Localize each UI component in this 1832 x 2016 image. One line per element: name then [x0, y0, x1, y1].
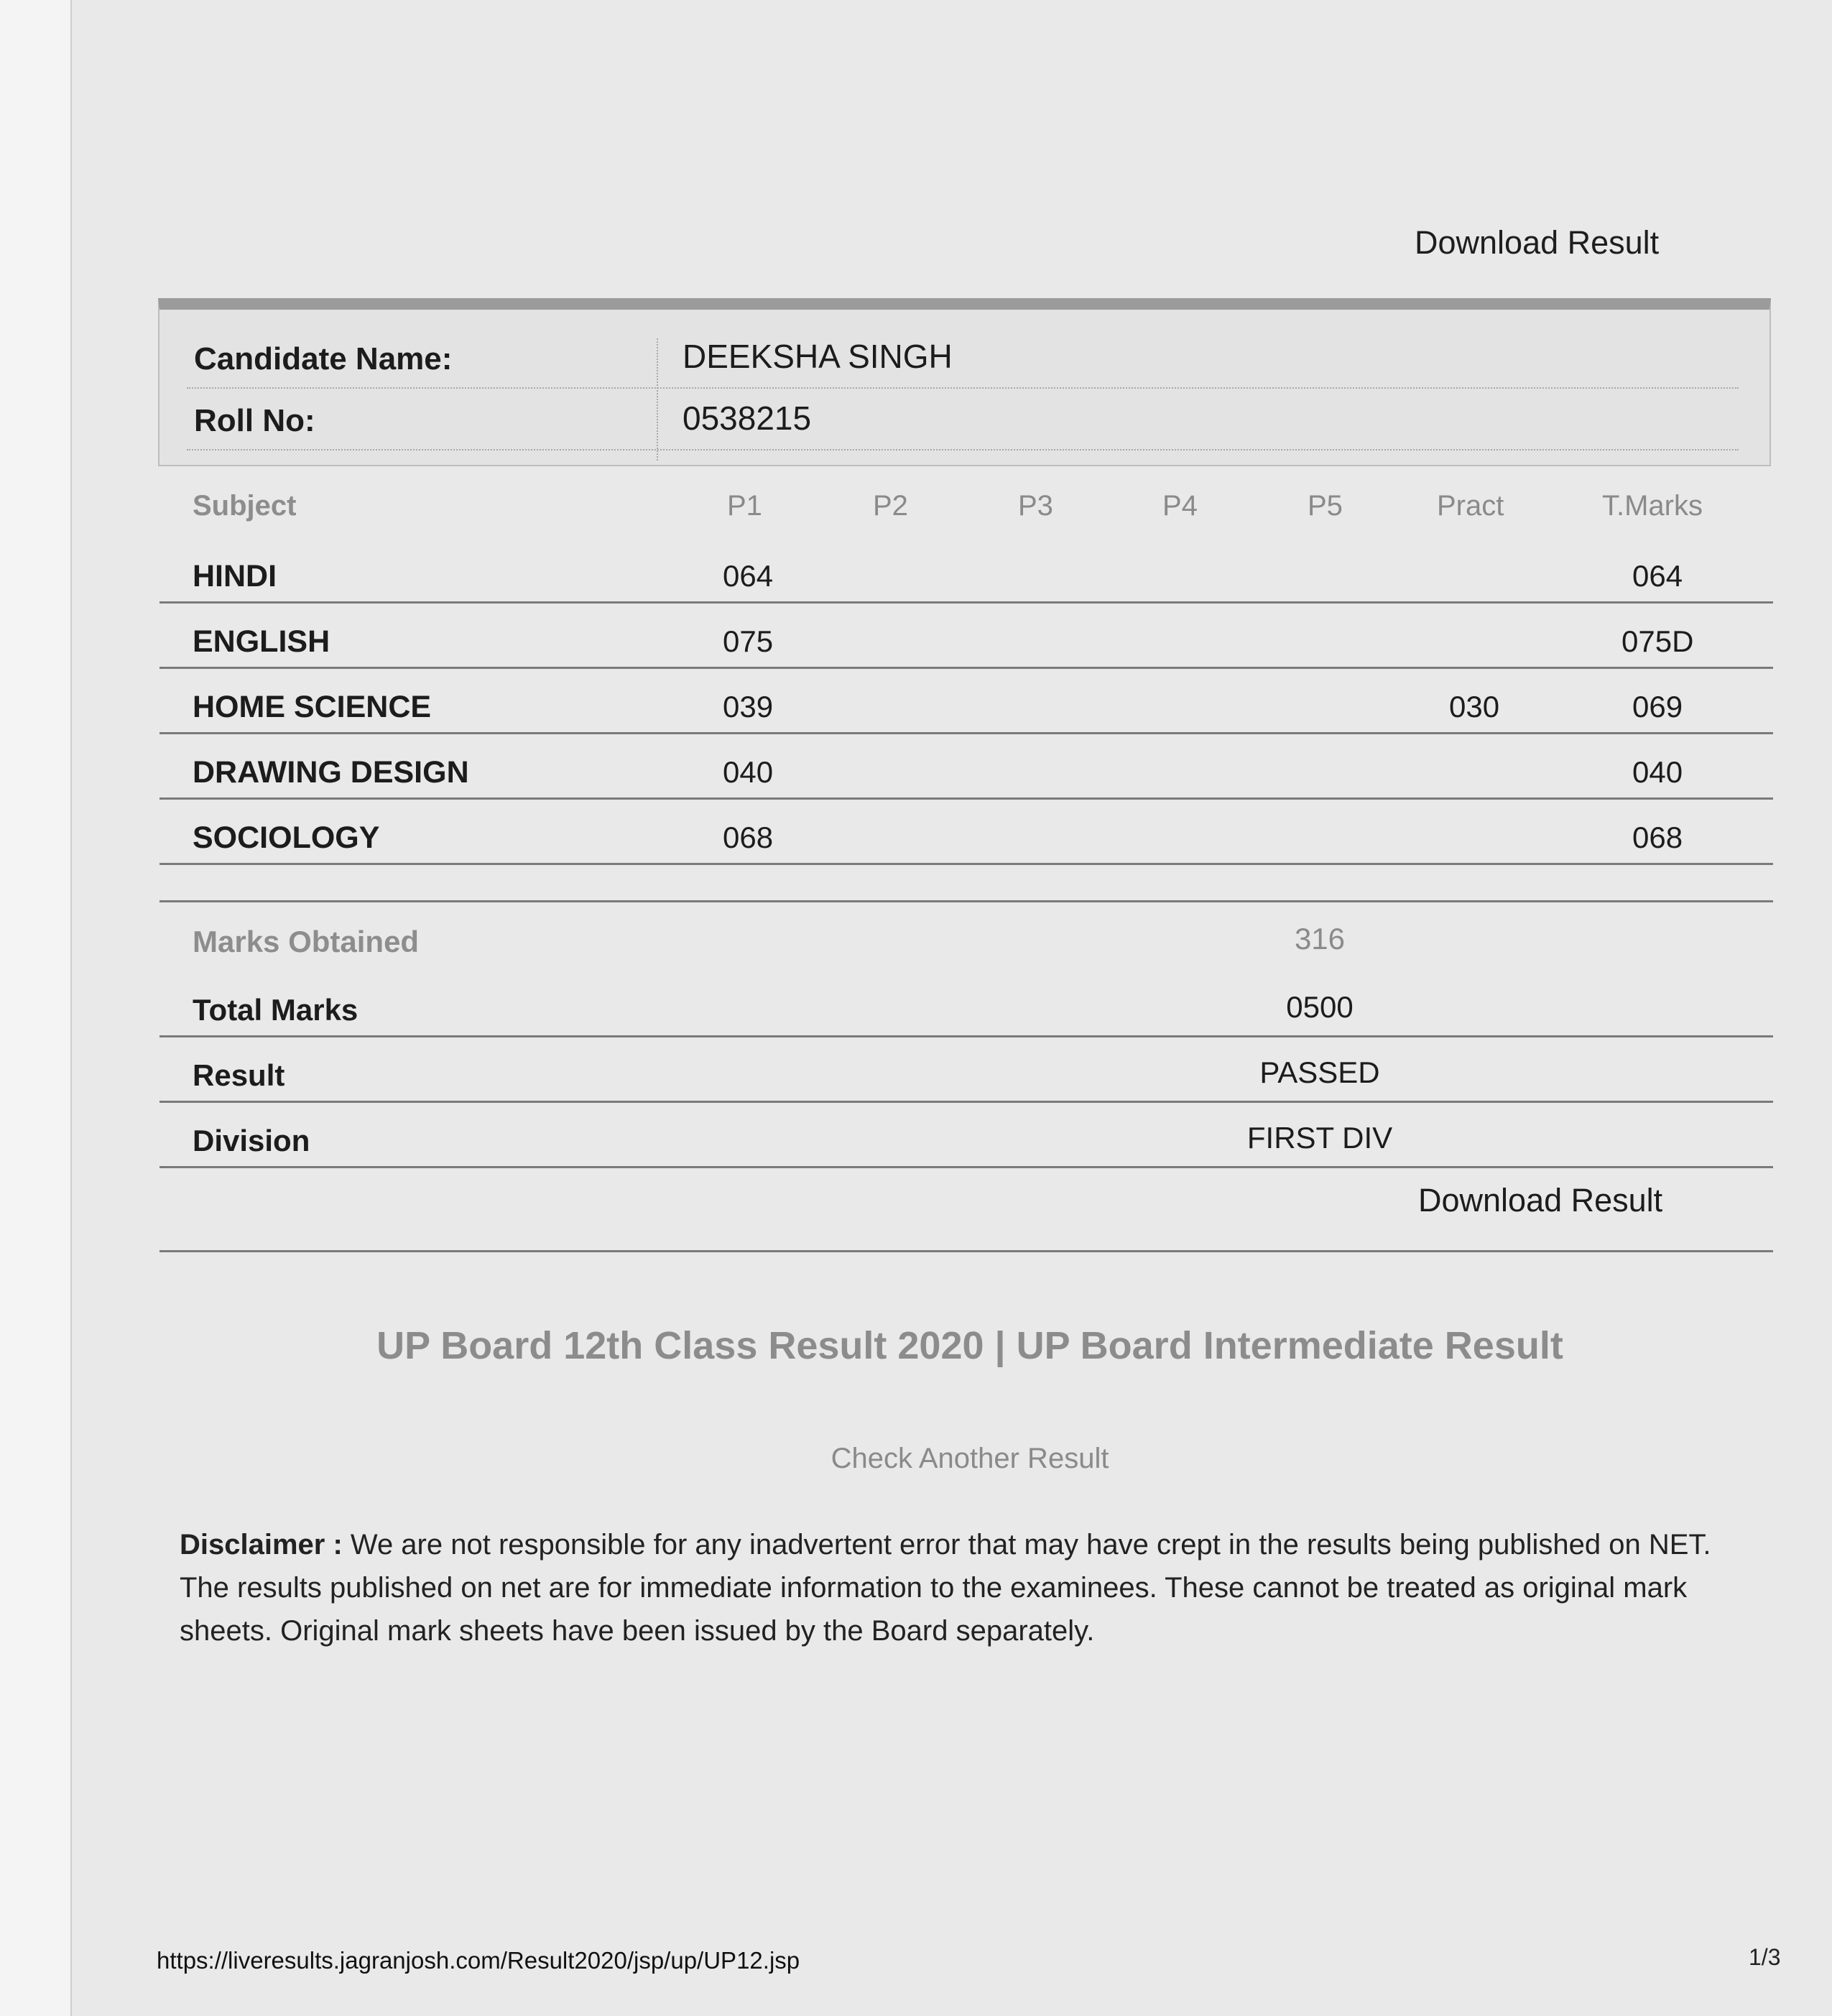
check-another-result-link[interactable]: Check Another Result: [831, 1443, 1109, 1474]
table-row: [159, 797, 1773, 865]
table-row: [159, 601, 1773, 669]
header-total-marks: T.Marks: [1602, 490, 1703, 522]
table-row: [159, 732, 1773, 800]
candidate-name-value: DEEKSHA SINGH: [683, 338, 953, 375]
marks-obtained-value: 316: [1294, 922, 1346, 956]
marks-obtained-label: Marks Obtained: [193, 925, 420, 958]
header-subject: Subject: [193, 490, 297, 522]
roll-no-label: Roll No:: [194, 403, 315, 438]
division-row: [159, 1101, 1773, 1168]
marks-obtained-row: [159, 902, 1773, 967]
header-p4: P4: [1162, 490, 1198, 522]
subject-name: DRAWING DESIGN: [193, 755, 469, 790]
candidate-name-label: Candidate Name:: [194, 341, 453, 376]
page-number: 1/3: [1749, 1944, 1781, 1970]
total-mark: 040: [1632, 755, 1683, 789]
download-result-link-top[interactable]: Download Result: [1415, 224, 1660, 261]
table-row: [159, 536, 1773, 604]
p1-mark: 068: [723, 820, 774, 854]
subject-name: ENGLISH: [193, 624, 330, 659]
disclaimer-text: We are not responsible for any inadvertent error that may have crept in the results being published on NET. The results published on net are for immediate information to the examinees. These cannot be treated as original mark sheets. Original mark sheets have been issued by the Board separately.: [180, 1529, 1711, 1647]
total-mark: 068: [1632, 820, 1683, 854]
p1-mark: 040: [723, 755, 774, 789]
subject-name: SOCIOLOGY: [193, 820, 380, 855]
division-label: Division: [193, 1124, 310, 1157]
total-mark: 069: [1632, 690, 1683, 723]
roll-no-row: [187, 387, 1739, 450]
candidate-info-box: [158, 298, 1771, 466]
footer-url: https://liveresults.jagranjosh.com/Result2020/jsp/up/UP12.jsp: [157, 1947, 800, 1974]
result-row: [159, 1035, 1773, 1103]
pract-mark: 030: [1449, 690, 1500, 723]
p1-mark: 039: [723, 690, 774, 723]
roll-no-value: 0538215: [683, 399, 812, 437]
header-p2: P2: [873, 490, 908, 522]
page-title: UP Board 12th Class Result 2020 | UP Board Intermediate Result: [376, 1324, 1563, 1367]
total-marks-value: 0500: [1286, 990, 1354, 1024]
header-p3: P3: [1018, 490, 1053, 522]
p1-mark: 064: [723, 559, 774, 593]
disclaimer: [180, 1523, 1767, 1652]
total-marks-label: Total Marks: [193, 993, 358, 1027]
header-p5: P5: [1308, 490, 1343, 522]
division-value: FIRST DIV: [1246, 1121, 1393, 1155]
total-mark: 075D: [1621, 624, 1694, 658]
candidate-name-row: [187, 325, 1739, 389]
total-marks-row: [159, 970, 1773, 1037]
header-pract: Pract: [1437, 490, 1504, 522]
subject-name: HINDI: [193, 559, 277, 593]
total-mark: 064: [1632, 559, 1683, 593]
marks-table-header: [159, 474, 1773, 539]
result-value: PASSED: [1259, 1055, 1380, 1089]
subject-name: HOME SCIENCE: [193, 690, 432, 724]
result-label: Result: [193, 1058, 285, 1092]
p1-mark: 075: [723, 624, 774, 658]
table-row: [159, 667, 1773, 734]
disclaimer-label: Disclaimer :: [180, 1529, 343, 1560]
download-result-link-bottom[interactable]: Download Result: [1418, 1182, 1663, 1219]
bottom-divider: [159, 1250, 1773, 1252]
header-p1: P1: [727, 490, 762, 522]
